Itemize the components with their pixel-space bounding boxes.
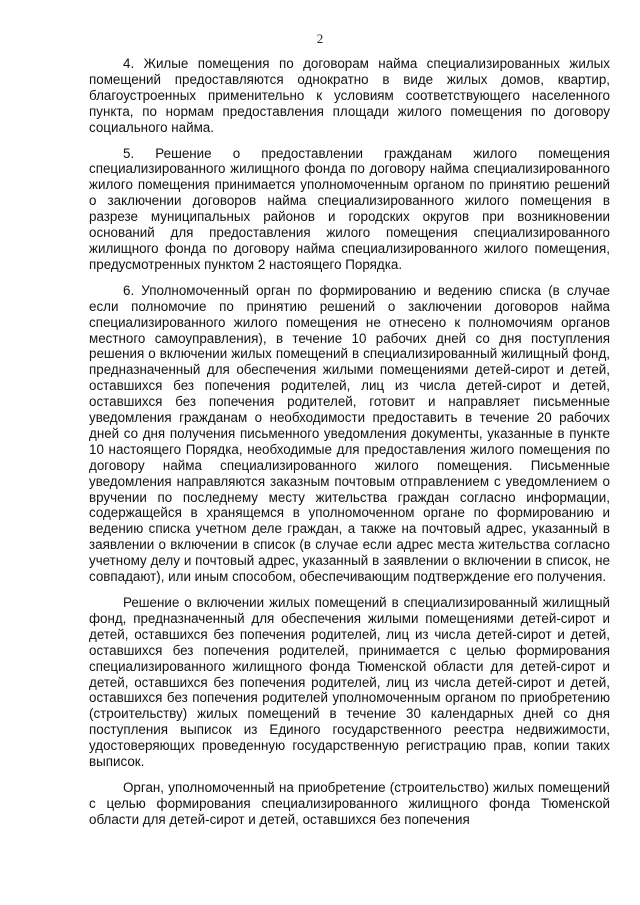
paragraph-item-5: 5. Решение о предоставлении гражданам жилого помещения специализированного жилищного фонда по договору найма специализированного жилого помещения принимается уполномоченным органом по принятию решений о заключении договоров найма специализированного жилого помещения в разрезе муниципальных районов и городских округов при возникновении оснований для предоставления жилого помещения специализированного жилищного фонда по договору найма специализированного жилого помещения, предусмотренных пунктом 2 настоящего Порядка. <box>89 145 610 272</box>
paragraph-item-6: 6. Уполномоченный орган по формированию и ведению списка (в случае если полномочие по принятию решений о заключении договоров найма специализированного жилого помещения не отнесено к полномочиям органов местного самоуправления), в течение 10 рабочих дней со дня поступления решения о включении жилых помещений в специализированный жилищный фонд, предназначенный для обеспечения жилыми помещениями детей-сирот и детей, оставшихся без попечения родителей, лиц из числа детей-сирот и детей, оставшихся без попечения родителей, готовит и направляет письменные уведомления гражданам о необходимости предоставить в течение 20 рабочих дней со дня получения письменного уведомления документы, указанные в пункте 10 настоящего Порядка, необходимые для предоставления жилого помещения по договору найма специализированного жилого помещения. Письменные уведомления направляются заказным почтовым отправлением с уведомлением о вручении по последнему месту жительства граждан согласно информации, содержащейся в хранящемся в уполномоченном органе по формированию и ведению списка учетном деле граждан, а также на почтовый адрес, указанный в заявлении о включении в список (в случае если адрес места жительства согласно учетному делу и почтовый адрес, указанный в заявлении о включении в список, не совпадают), или иным способом, обеспечивающим подтверждение его получения. <box>89 282 610 585</box>
document-body <box>89 56 610 838</box>
page-number: 2 <box>316 31 324 46</box>
paragraph-item-4: 4. Жилые помещения по договорам найма специализированных жилых помещений предоставляются однократно в виде жилых домов, квартир, благоустроенных применительно к условиям соответствующего населенного пункта, по нормам предоставления площади жилого помещения по договору социального найма. <box>89 56 610 135</box>
paragraph-decision: Решение о включении жилых помещений в специализированный жилищный фонд, предназначенный для обеспечения жилыми помещениями детей-сирот и детей, оставшихся без попечения родителей, лиц из числа детей-сирот и детей, оставшихся без попечения родителей, принимается с целью формирования специализированного жилищного фонда Тюменской области для детей-сирот и детей, оставшихся без попечения родителей, лиц из числа детей-сирот и детей, оставшихся без попечения родителей уполномоченным органом по приобретению (строительству) жилых помещений в течение 30 календарных дней со дня поступления выписок из Единого государственного реестра недвижимости, удостоверяющих проведенную государственную регистрацию прав, копии таких выписок. <box>89 595 610 770</box>
paragraph-authority: Орган, уполномоченный на приобретение (строительство) жилых помещений с целью формирования специализированного жилищного фонда Тюменской области для детей-сирот и детей, оставшихся без попечения <box>89 779 610 827</box>
